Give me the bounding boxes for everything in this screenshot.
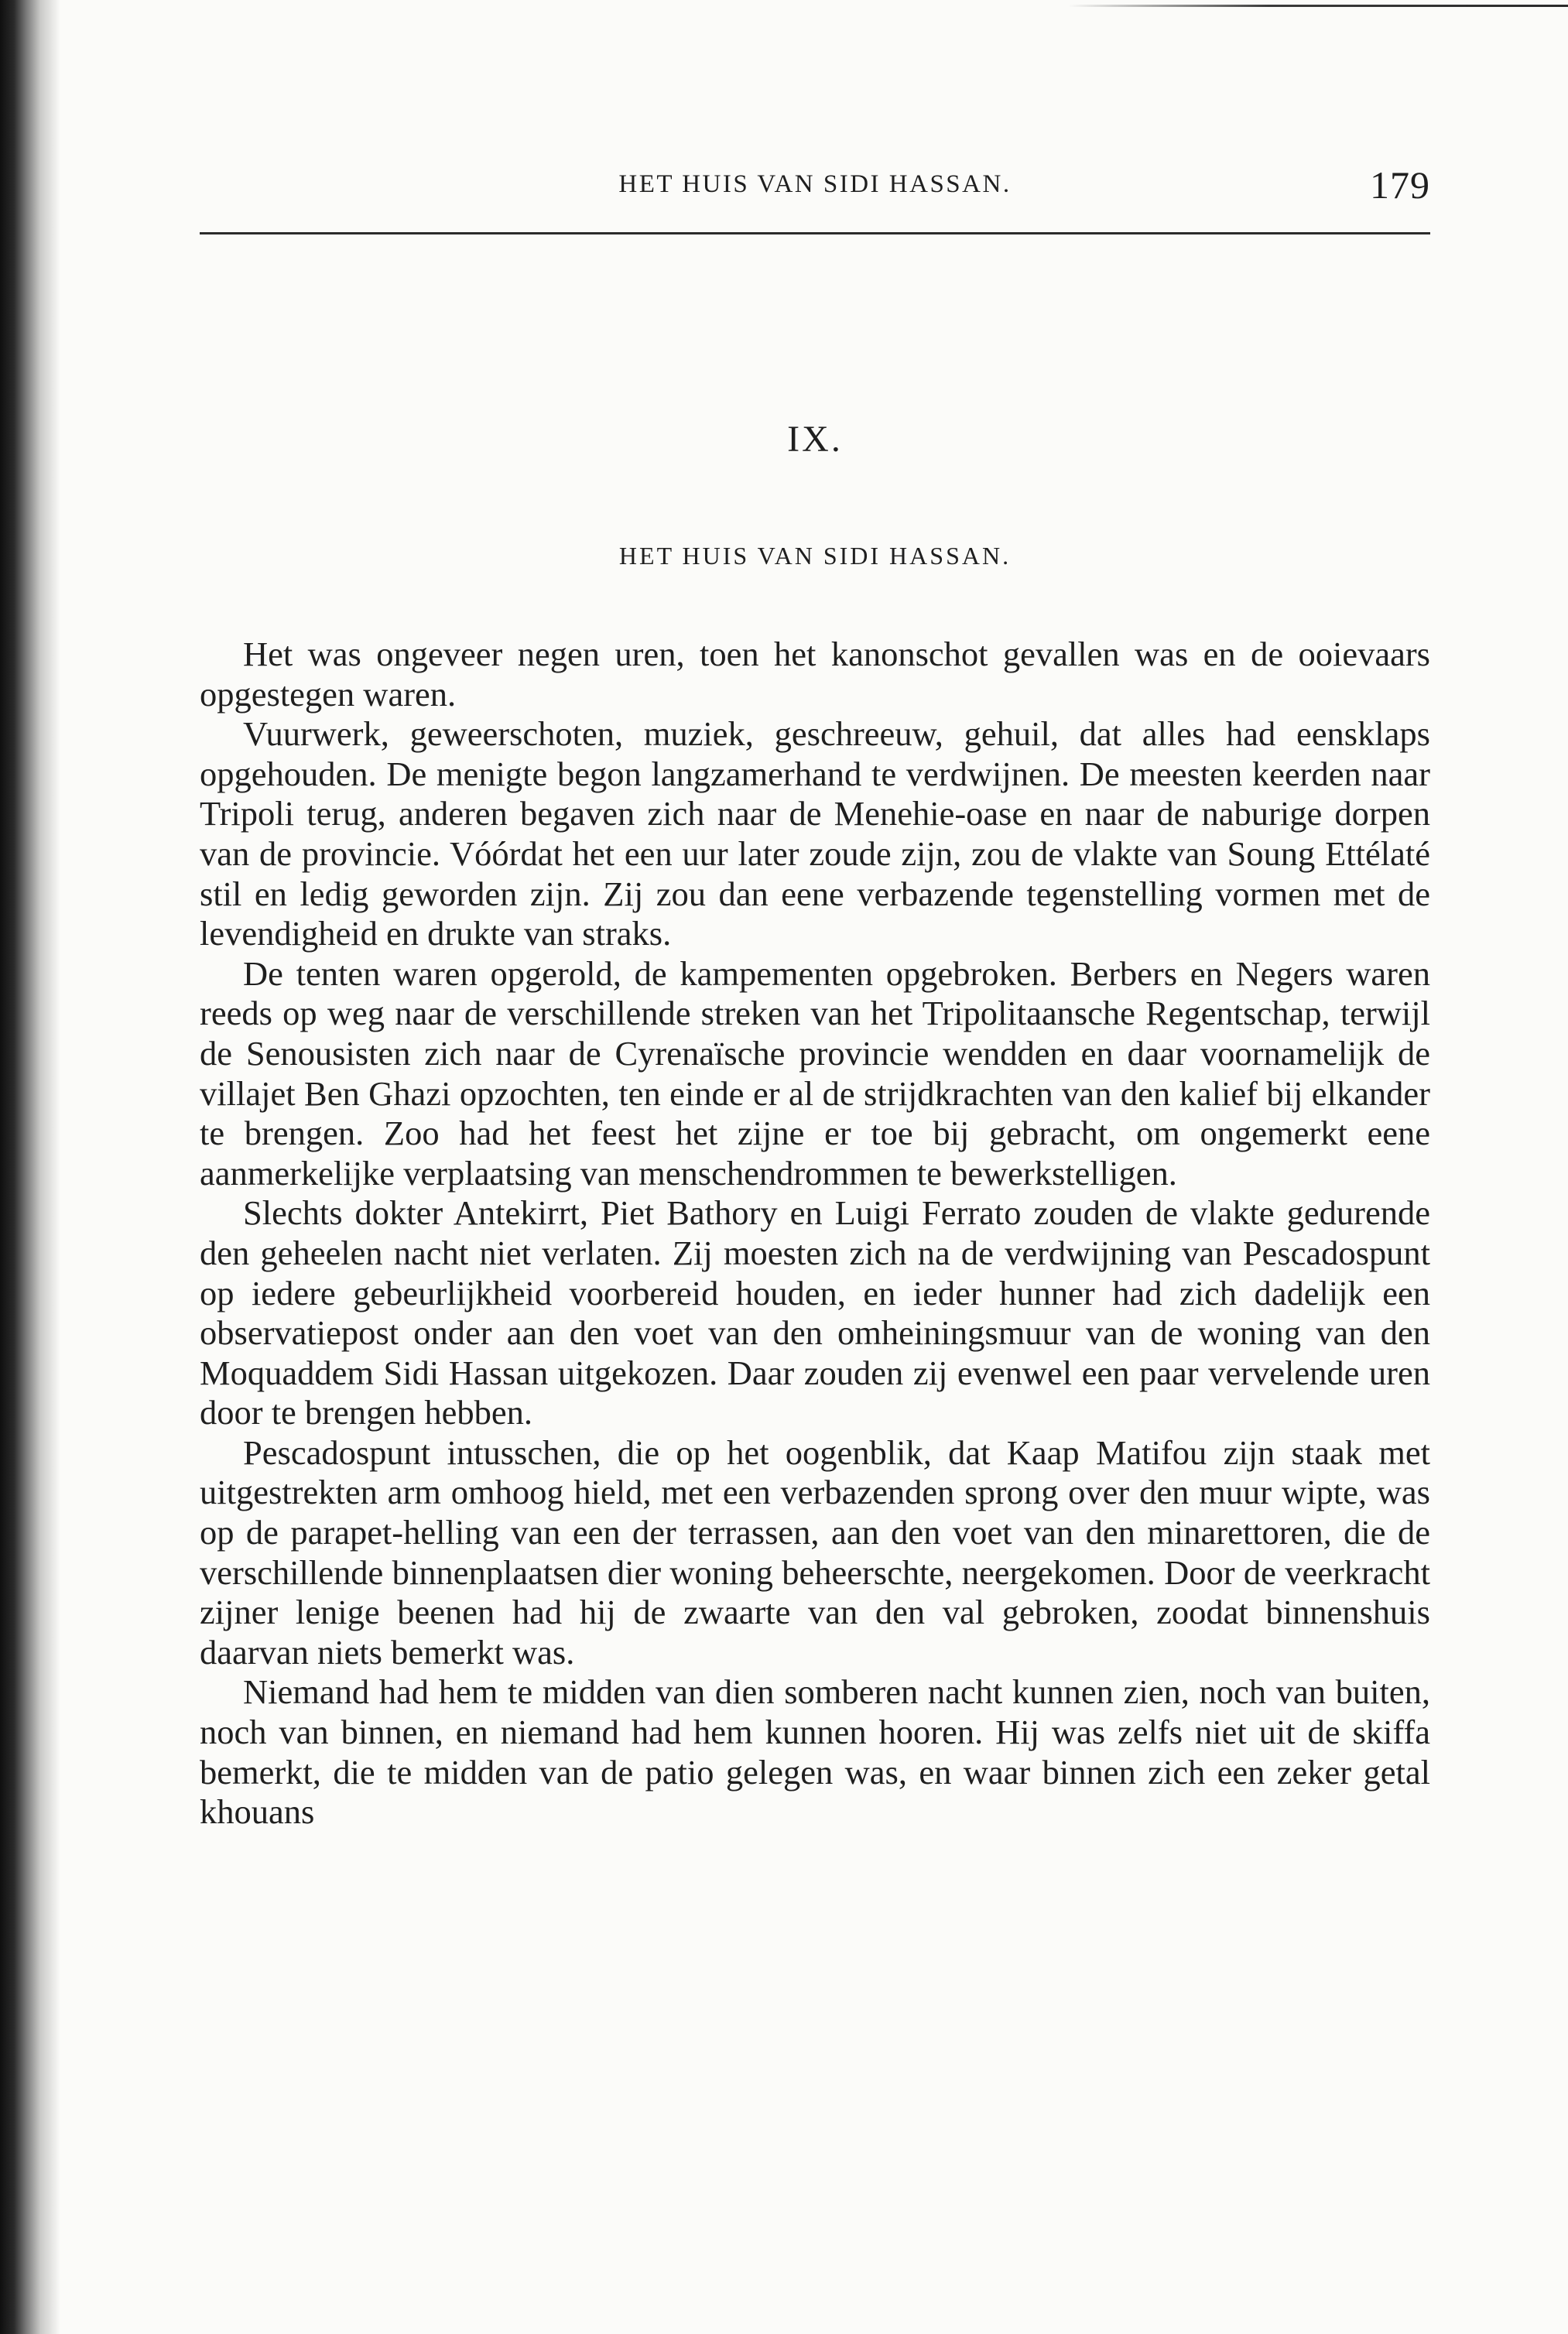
paragraph: Het was ongeveer negen uren, toen het kanonschot gevallen was en de ooievaars opgestegen waren.: [200, 635, 1430, 714]
paragraph: De tenten waren opgerold, de kampementen opgebroken. Berbers en Negers waren reeds op weg naar de verschillende streken van het Tripolitaansche Regentschap, terwijl de Senousisten zich naar de Cyrenaïsche provincie wendden en daar voornamelijk de villajet Ben Ghazi opzochten, ten einde er al de strijdkrachten van den kalief bij elkander te brengen. Zoo had het feest het zijne er toe bij gebracht, om ongemerkt eene aanmerkelijke verplaatsing van menschendrommen te bewerkstelligen.: [200, 953, 1430, 1193]
binding-shadow: [0, 0, 60, 2334]
chapter-title: HET HUIS VAN SIDI HASSAN.: [618, 542, 1012, 570]
paragraph: Vuurwerk, geweerschoten, muziek, geschreeuw, gehuil, dat alles had eensklaps opgehouden. De menigte begon langzamerhand te verdwijnen. De meesten keerden naar Tripoli terug, anderen begaven zich naar de Menehie-oase en naar de naburige dorpen van de provincie. Vóórdat het een uur later zoude zijn, zou de vlakte van Soung Ettélaté stil en ledig geworden zijn. Zij zou dan eene verbazende tegenstelling vormen met de levendigheid en drukte van straks.: [200, 714, 1430, 953]
paragraph: Niemand had hem te midden van dien somberen nacht kunnen zien, noch van buiten, noch van binnen, en niemand had hem kunnen hooren. Hij was zelfs niet uit de skiffa bemerkt, die te midden van de patio gelegen was, en waar binnen zich een zeker getal khouans: [200, 1672, 1430, 1832]
chapter-number: IX.: [787, 419, 843, 460]
top-edge-rule: [1068, 5, 1568, 7]
running-title: HET HUIS VAN SIDI HASSAN.: [618, 170, 1012, 198]
paragraph: Pescadospunt intusschen, die op het oogenblik, dat Kaap Matifou zijn staak met uitgestrekten arm omhoog hield, met een verbazenden sprong over den muur wipte, was op de parapet-helling van een der terrassen, aan den voet van den minarettoren, die de verschillende binnenplaatsen dier woning beheerschte, neergekomen. Door de veerkracht zijner lenige beenen had hij de zwaarte van den val gebroken, zoodat binnenshuis daarvan niets bemerkt was.: [200, 1432, 1430, 1672]
paragraph: Slechts dokter Antekirrt, Piet Bathory en Luigi Ferrato zouden de vlakte gedurende den geheelen nacht niet verlaten. Zij moesten zich na de verdwijning van Pescadospunt op iedere gebeurlijkheid voorbereid houden, en ieder hunner had zich dadelijk een observatiepost onder aan den voet van den omheiningsmuur van de woning van den Moquaddem Sidi Hassan uitgekozen. Daar zouden zij evenwel een paar vervelende uren door te brengen hebben.: [200, 1193, 1430, 1432]
running-head: [200, 163, 1430, 209]
page-number: 179: [1370, 163, 1430, 207]
header-rule: [200, 232, 1430, 234]
body-text: [200, 635, 1430, 1833]
